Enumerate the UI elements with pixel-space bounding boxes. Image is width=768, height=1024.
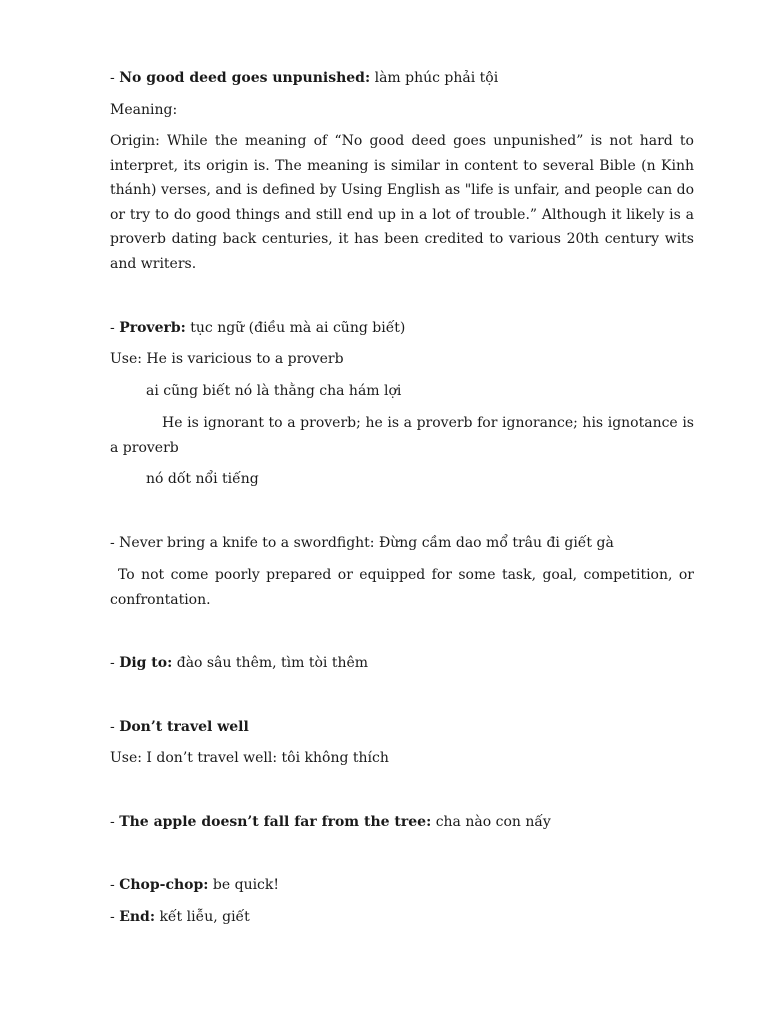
entry-prefix: - <box>110 655 120 671</box>
entry-term: Don’t travel well <box>119 719 249 735</box>
entry-prefix: - <box>110 320 120 336</box>
entry-prefix: - <box>110 719 120 735</box>
entry-end <box>110 905 694 930</box>
entry-term: Chop-chop: <box>119 877 209 893</box>
proverb-use: Use: He is varicious to a proverb <box>110 351 344 367</box>
meaning-label: Meaning: <box>110 102 178 118</box>
entry-translation: be quick! <box>208 877 280 893</box>
proverb-example: He is ignorant to a proverb; he is a proverb for ignorance; his ignotance is a proverb <box>110 415 694 456</box>
entry-prefix: - <box>110 814 120 830</box>
entry-term: Proverb: <box>119 320 186 336</box>
entry-knife: - Never bring a knife to a swordfight: Đừng cầm dao mổ trâu đi giết gà <box>110 535 614 551</box>
entry-apple <box>110 810 694 835</box>
entry-prefix: - <box>110 70 120 86</box>
entry-translation: tục ngữ (điều mà ai cũng biết) <box>185 320 406 336</box>
entry-term: No good deed goes unpunished: <box>119 70 371 86</box>
entry-translation: kết liễu, giết <box>155 909 250 925</box>
entry-proverb <box>110 316 694 341</box>
proverb-example-translation: nó dốt nổi tiếng <box>146 471 259 487</box>
travel-well-use: Use: I don’t travel well: tôi không thích <box>110 750 389 766</box>
entry-term: Dig to: <box>119 655 173 671</box>
origin-paragraph: Origin: While the meaning of “No good deed goes unpunished” is not hard to interpret, its origin is. The meaning is similar in content to several Bible (n Kinh thánh) verses, and is defined by Using English as "life is unfair, and people can do or try to do good things and still end up in a lot of trouble.” Although it likely is a proverb dating back centuries, it has been credited to various 20th century wits and writers. <box>110 133 694 272</box>
entry-translation: đào sâu thêm, tìm tòi thêm <box>172 655 369 671</box>
entry-dig-to <box>110 651 694 676</box>
entry-term: The apple doesn’t fall far from the tree: <box>119 814 432 830</box>
entry-translation: cha nào con nấy <box>431 814 551 830</box>
proverb-use-translation: ai cũng biết nó là thằng cha hám lợi <box>146 383 402 399</box>
entry-chop-chop <box>110 873 694 898</box>
entry-prefix: - <box>110 877 120 893</box>
entry-travel-well <box>110 715 694 740</box>
entry-translation: làm phúc phải tội <box>370 70 499 86</box>
knife-explanation: To not come poorly prepared or equipped for some task, goal, competition, or confrontation. <box>110 567 694 608</box>
entry-prefix: - <box>110 909 120 925</box>
entry-no-good-deed <box>110 66 694 91</box>
entry-term: End: <box>119 909 155 925</box>
